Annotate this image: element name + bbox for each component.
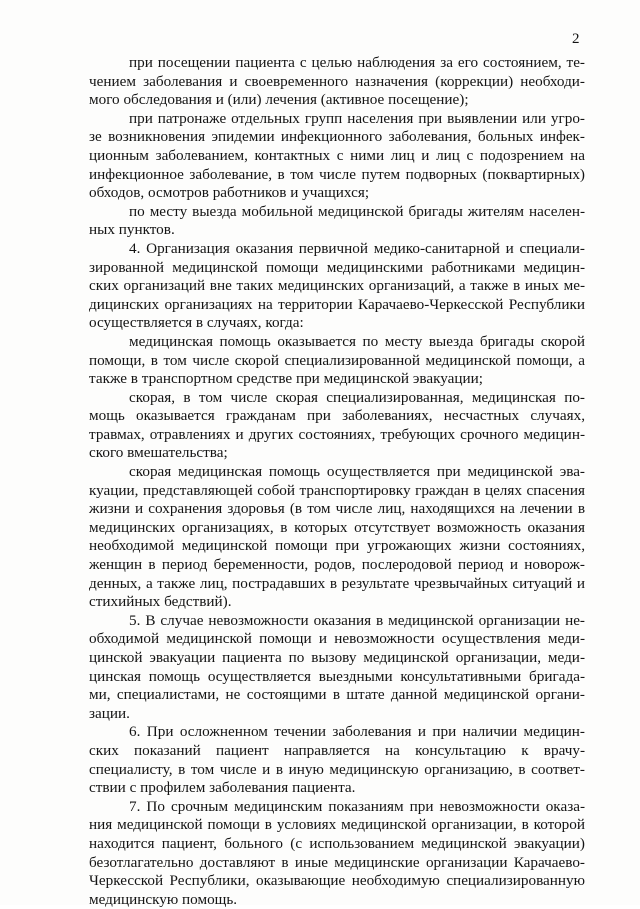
text-line: травмах, отравлениях и других состояниях, требующих срочного медицин- [89,425,585,443]
text-line: мого обследования и (или) лечения (активное посещение); [89,91,469,109]
text-line: при посещении пациента с целью наблюдения за его состоянием, те- [129,54,585,71]
text-line: обходимой медицинской помощи и невозможности осуществления меди- [89,630,585,648]
text-line: дицинских организациях на территории Карачаево-Черкесской Республики [89,295,585,313]
text-line: ствии с профилем заболевания пациента. [89,779,356,797]
text-line: куации, представляющей собой транспортировку граждан в целях спасения [89,481,585,499]
text-line: по месту выезда мобильной медицинской бригады жителям населен- [129,202,585,220]
text-line: жизни и сохранения здоровья (в том числе лиц, находящихся на лечении в [89,500,585,518]
text-line: безотлагательно доставляют в иные медицинские организации Карачаево- [89,853,585,871]
text-line: ских организаций вне таких медицинских организаций, а также в иных ме- [89,277,585,295]
text-line: ных пунктов. [89,221,175,239]
text-line: цинская помощь осуществляется выездными консультативными бригада- [89,667,585,685]
text-line: обходов, осмотров работников и учащихся; [89,184,370,202]
text-line: ния медицинской помощи в условиях медицинской организации, в которой [89,816,585,834]
text-line: находится пациент, больного (с использованием медицинской эвакуации) [89,834,585,852]
text-line: специалисту, в том числе и в иную медицинскую организацию, в соответ- [89,760,585,778]
text-line: Черкесской Республики, оказывающие необходимую специализированную [89,872,585,890]
text-line: медицинских организациях, в которых отсутствует возможность оказания [89,518,585,536]
text-line: ми, специалистами, не состоящими в штате данной медицинской органи- [89,686,585,704]
text-line: скорая, в том числе скорая специализированная, медицинская по- [129,388,585,406]
text-line: медицинскую помощь. [89,890,238,908]
text-line: скорая медицинская помощь осуществляется при медицинской эва- [129,463,585,481]
text-line: зированной медицинской помощи медицинскими работниками медицин- [89,258,585,276]
page-number: 2 [572,31,580,47]
text-line: 7. По срочным медицинским показаниям при невозможности оказа- [129,797,585,815]
text-line: зации. [89,704,130,722]
text-line: мощь оказывается гражданам при заболеваниях, несчастных случаях, [89,407,585,425]
text-line: при патронаже отдельных групп населения при выявлении или угро- [129,109,585,127]
text-line: чением заболевания и своевременного назначения (коррекции) необходи- [89,72,585,90]
text-line: необходимой медицинской помощи при угрожающих жизни состояниях, [89,537,585,555]
text-line: помощи, в том числе скорой специализированной медицинской помощи, а [89,351,585,369]
text-line: 6. При осложненном течении заболевания и при наличии медицин- [129,723,585,741]
text-line: стихийных бедствий). [89,593,232,611]
text-line: также в транспортном средстве при медицинской эвакуации; [89,370,483,388]
text-line: медицинская помощь оказывается по месту выезда бригады скорой [129,332,585,350]
text-line: ционным заболеванием, контактных с ними лиц и лиц с подозрением на [89,146,585,164]
text-line: цинской эвакуации пациента по вызову медицинской организации, меди- [89,649,585,666]
text-line: осуществляется в случаях, когда: [89,314,304,332]
text-line: 4. Организация оказания первичной медико-санитарной и специали- [129,239,585,257]
text-line: инфекционное заболевание, в том числе путем подворных (поквартирных) [89,165,585,183]
text-line: 5. В случае невозможности оказания в медицинской организации не- [129,611,585,629]
document-body [89,54,585,909]
text-line: денных, а также лиц, пострадавших в результате чрезвычайных ситуаций и [89,574,585,592]
text-line: женщин в период беременности, родов, послеродовой период и новорож- [89,556,585,574]
text-line: ских показаний пациент направляется на консультацию к врачу- [89,741,585,759]
text-line: зе возникновения эпидемии инфекционного заболевания, больных инфек- [89,128,585,146]
text-line: ского вмешательства; [89,444,228,462]
